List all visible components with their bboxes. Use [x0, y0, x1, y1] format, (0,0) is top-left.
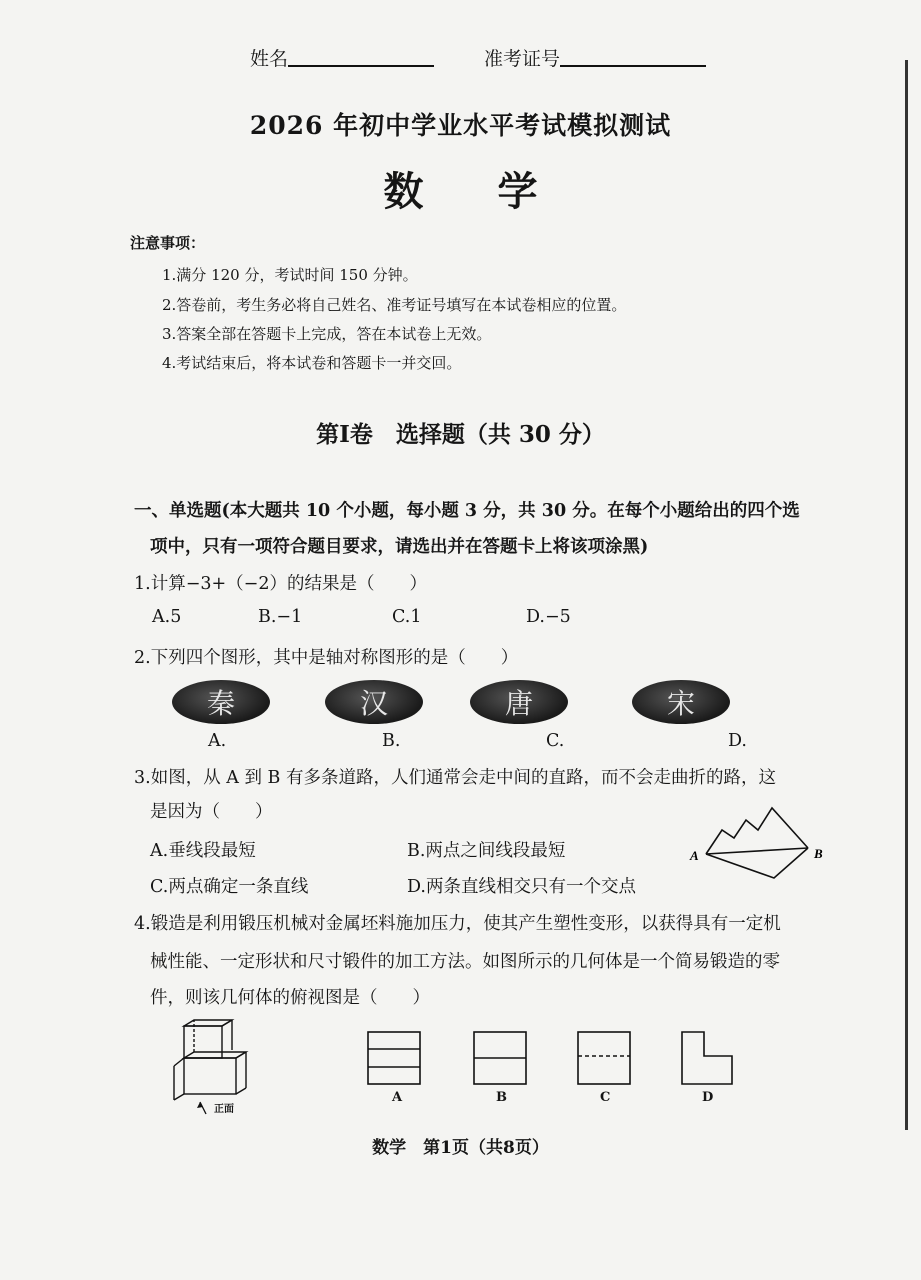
question-1-option-b: B.−1: [258, 607, 303, 627]
tang-glyph: 唐: [504, 687, 533, 720]
han-glyph: 汉: [359, 687, 388, 720]
qin-seal-figure: [172, 680, 270, 724]
notice-item: 4.考试结束后，将本试卷和答题卡一并交回。: [162, 354, 462, 372]
song-glyph: 宋: [666, 687, 695, 720]
option-d-figure: [680, 1030, 736, 1086]
question-1-option-d: D.−5: [526, 607, 571, 627]
notice-item: 3.答案全部在答题卡上完成，答在本试卷上无效。: [162, 325, 492, 343]
page-edge-line: [905, 60, 908, 1130]
question-3-option-d: D.两条直线相交只有一个交点: [407, 877, 636, 897]
id-blank: [560, 47, 706, 67]
song-seal-figure: [632, 680, 730, 724]
question-3-stem-line1: 3.如图，从 A 到 B 有多条道路，人们通常会走中间的直路，而不会走曲折的路，这: [134, 768, 776, 788]
question-2-option-c: C.: [546, 731, 565, 751]
question-2-option-a: A.: [208, 731, 227, 751]
section-instructions-line1: 一、单选题(本大题共 10 个小题，每小题 3 分，共 30 分。在每个小题给出的四个选: [134, 501, 800, 521]
section-instructions-line2: 项中，只有一项符合题目要求，请选出并在答题卡上将该项涂黑): [150, 537, 649, 557]
option-d-label: D: [702, 1090, 714, 1105]
option-c-label: C: [600, 1090, 611, 1105]
name-blank: [288, 47, 434, 67]
point-a-label: A: [690, 848, 699, 863]
question-1-option-c: C.1: [392, 607, 422, 627]
qin-glyph: 秦: [206, 687, 235, 720]
question-2-option-b: B.: [382, 731, 401, 751]
option-c-figure: [576, 1030, 632, 1086]
tang-seal-figure: [470, 680, 568, 724]
han-seal-figure: [325, 680, 423, 724]
point-b-label: B: [814, 846, 823, 861]
notice-heading: 注意事项：: [130, 234, 206, 252]
notice-item: 1.满分 120 分，考试时间 150 分钟。: [162, 266, 418, 284]
option-a-label: A: [392, 1090, 403, 1105]
zigzag-path: [706, 808, 808, 854]
paths-a-to-b-figure: [684, 800, 834, 890]
name-label: 姓名: [250, 48, 289, 70]
id-label: 准考证号: [484, 48, 561, 70]
notice-item: 2.答卷前，考生务必将自己姓名、准考证号填写在本试卷相应的位置。: [162, 296, 627, 314]
question-3-option-c: C.两点确定一条直线: [150, 877, 309, 897]
option-a-figure: [366, 1030, 422, 1086]
question-4-stem-line2: 械性能、一定形状和尺寸锻件的加工方法。如图所示的几何体是一个简易锻造的零: [150, 952, 780, 972]
name-field: [250, 44, 434, 71]
question-4-stem-line1: 4.锻造是利用锻压机械对金属坯料施加压力，使其产生塑性变形，以获得具有一定机: [134, 914, 781, 934]
question-2-stem: 2.下列四个图形，其中是轴对称图形的是（ ）: [134, 648, 519, 668]
question-1-option-a: A.5: [152, 607, 182, 627]
part-title: 第Ⅰ卷 选择题（共 30 分）: [316, 421, 605, 448]
front-label: 正面: [214, 1104, 234, 1115]
question-2-option-d: D.: [728, 731, 747, 751]
option-b-figure: [472, 1030, 528, 1086]
question-3-option-b: B.两点之间线段最短: [407, 841, 566, 861]
question-4-stem-line3: 件，则该几何体的俯视图是（ ）: [150, 988, 430, 1008]
question-3-option-a: A.垂线段最短: [150, 841, 256, 861]
option-b-label: B: [496, 1090, 507, 1105]
page-footer: 数学 第1页（共8页）: [372, 1138, 549, 1158]
straight-path: [706, 848, 808, 854]
subject-title: 数 学: [383, 168, 568, 215]
exam-title: 2026 年初中学业水平考试模拟测试: [249, 111, 672, 140]
id-field: [484, 44, 706, 71]
question-1-stem: 1.计算−3+（−2）的结果是（ ）: [134, 574, 427, 594]
question-3-stem-line2: 是因为（ ）: [150, 802, 273, 822]
